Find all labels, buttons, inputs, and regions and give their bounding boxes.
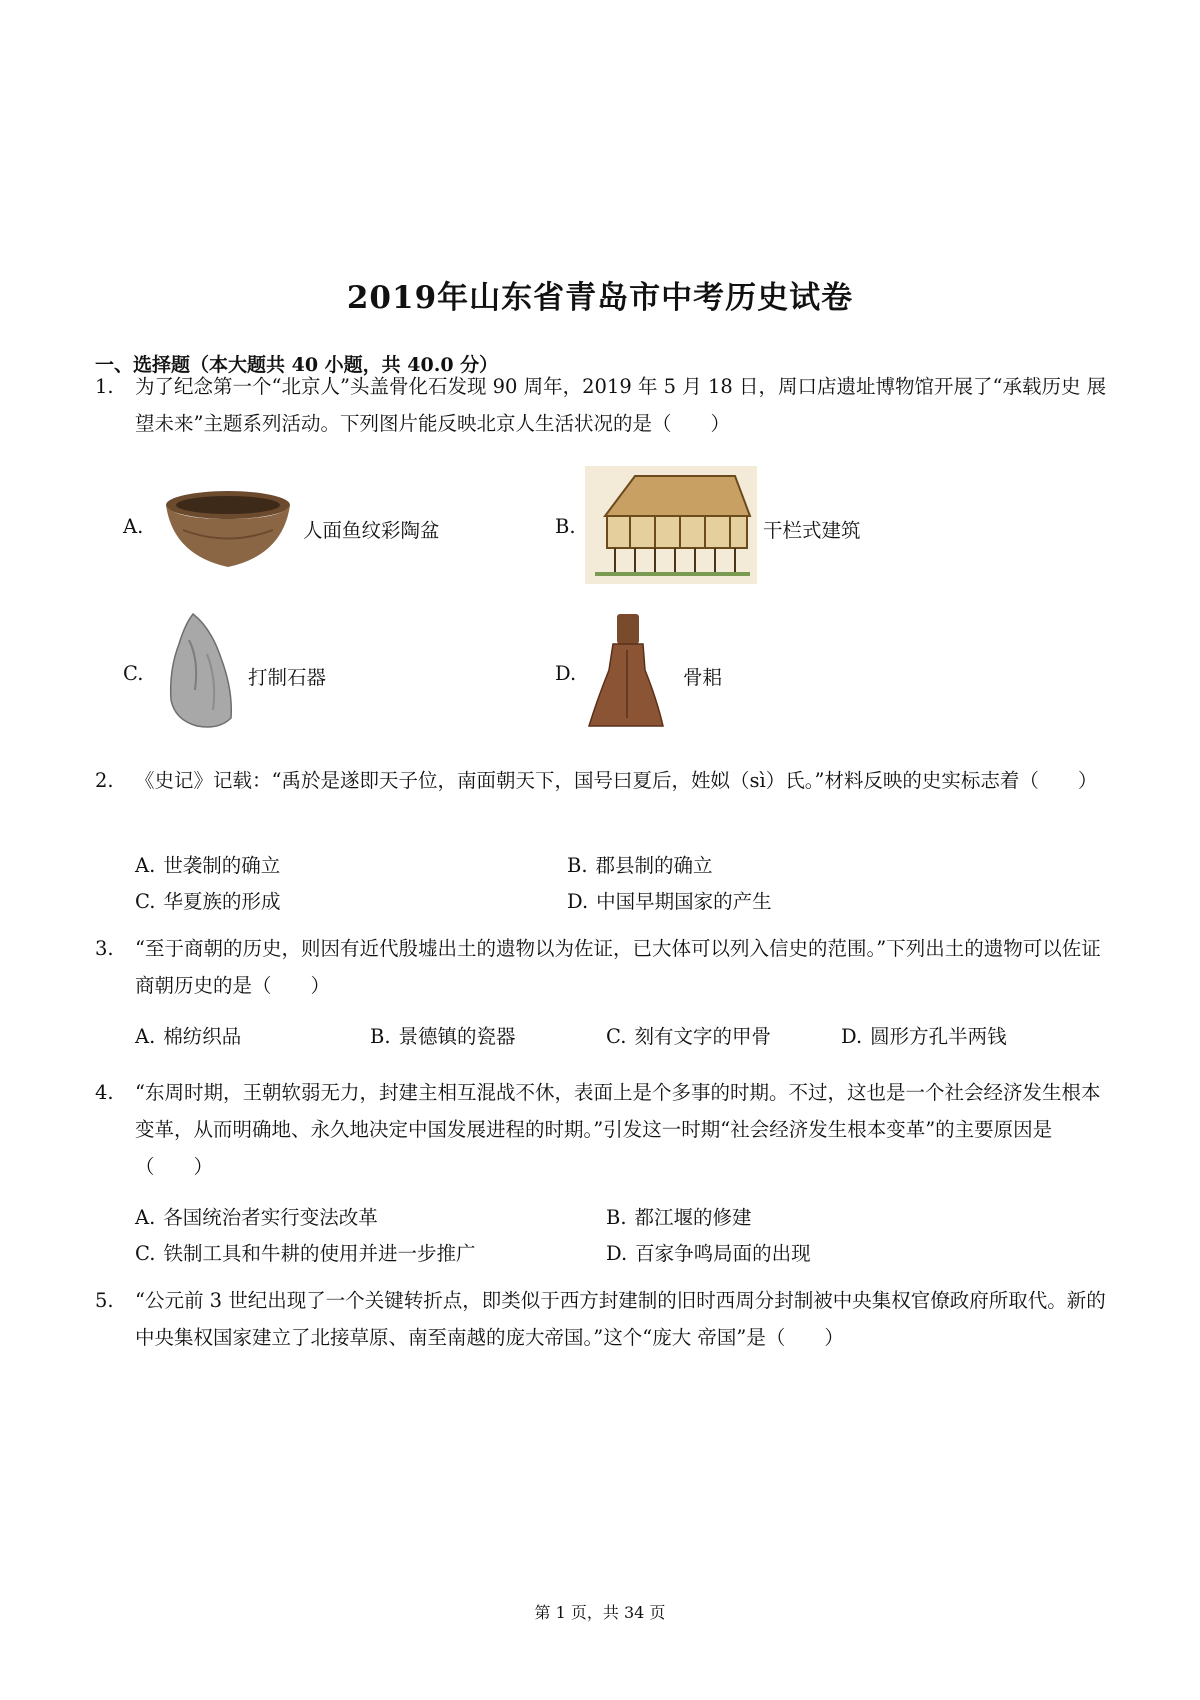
question-stem: 为了纪念第一个“北京人”头盖骨化石发现 90 周年，2019 年 5 月 18 日，周口店遗址博物馆开展了“承载历史 展望未来”主题系列活动。下列图片能反映北京人生活状况的是（ ） <box>135 375 1107 435</box>
option-caption: 人面鱼纹彩陶盆 <box>303 519 440 542</box>
question-stem: “公元前 3 世纪出现了一个关键转折点，即类似于西方封建制的旧时西周分封制被中央集权官僚政府所取代。新的中央集权国家建立了北接草原、南至南越的庞大帝国。”这个“庞大 帝国”是（ ） <box>135 1289 1106 1349</box>
option-letter: D. <box>567 890 589 913</box>
option-text: 各国统治者实行变法改革 <box>163 1206 378 1229</box>
option-text: 棉纺织品 <box>163 1025 242 1048</box>
option-letter: A. <box>123 515 144 538</box>
question-number: 3. <box>95 937 114 960</box>
option-4c <box>135 1240 475 1268</box>
question-number: 5. <box>95 1289 114 1312</box>
question-2 <box>95 762 1115 799</box>
option-letter: B. <box>555 515 576 538</box>
option-text: 郡县制的确立 <box>595 854 713 877</box>
option-caption: 干栏式建筑 <box>763 519 861 542</box>
question-3 <box>95 930 1115 1004</box>
pottery-basin-icon <box>163 475 293 575</box>
option-4d <box>606 1240 811 1268</box>
option-text: 都江堰的修建 <box>634 1206 752 1229</box>
question-number: 4. <box>95 1081 114 1104</box>
option-letter: C. <box>123 662 144 685</box>
question-number: 1. <box>95 375 114 398</box>
question-stem: “东周时期，王朝软弱无力，封建主相互混战不休，表面上是个多事的时期。不过，这也是一个社会经济发生根本变革，从而明确地、永久地决定中国发展进程的时期。”引发这一时期“社会经济发生根本变革”的主要原因是（ ） <box>135 1081 1101 1178</box>
option-letter: A. <box>135 1206 156 1229</box>
option-letter: A. <box>135 854 156 877</box>
question-number: 2. <box>95 769 114 792</box>
option-caption: 打制石器 <box>248 666 327 689</box>
question-1 <box>95 368 1115 442</box>
option-2c <box>135 888 280 916</box>
option-letter: A. <box>135 1025 156 1048</box>
question-stem: 《史记》记载：“禹於是遂即天子位，南面朝天下，国号曰夏后，姓姒（sì）氏。”材料反映的史实标志着（ ） <box>135 769 1098 792</box>
option-text: 华夏族的形成 <box>163 890 281 913</box>
question-4 <box>95 1074 1115 1185</box>
option-3c <box>606 1023 771 1051</box>
option-2a <box>135 852 280 880</box>
option-text: 中国早期国家的产生 <box>596 890 772 913</box>
option-letter: B. <box>370 1025 391 1048</box>
option-text: 景德镇的瓷器 <box>398 1025 516 1048</box>
stilt-house-icon <box>585 466 757 584</box>
option-letter: C. <box>606 1025 627 1048</box>
option-text: 百家争鸣局面的出现 <box>635 1242 811 1265</box>
option-letter: D. <box>841 1025 863 1048</box>
option-2b <box>567 852 713 880</box>
page-title: 2019年山东省青岛市中考历史试卷 <box>346 280 854 316</box>
question-stem: “至于商朝的历史，则因有近代殷墟出土的遗物以为佐证，已大体可以列入信史的范围。”下列出土的遗物可以佐证商朝历史的是（ ） <box>135 937 1101 997</box>
option-4a <box>135 1204 378 1232</box>
option-3b <box>370 1023 516 1051</box>
option-letter: D. <box>555 662 577 685</box>
option-caption: 骨耜 <box>683 666 723 689</box>
option-text: 铁制工具和牛耕的使用并进一步推广 <box>163 1242 476 1265</box>
question-5 <box>95 1282 1115 1356</box>
bone-spade-icon <box>585 610 665 732</box>
option-3a <box>135 1023 241 1051</box>
option-4b <box>606 1204 752 1232</box>
option-letter: B. <box>606 1206 627 1229</box>
page-footer: 第 1 页，共 34 页 <box>534 1603 666 1622</box>
option-letter: C. <box>135 890 156 913</box>
option-text: 世袭制的确立 <box>163 854 281 877</box>
option-letter: D. <box>606 1242 628 1265</box>
option-letter: C. <box>135 1242 156 1265</box>
stone-tool-icon <box>159 610 247 732</box>
option-letter: B. <box>567 854 588 877</box>
option-text: 圆形方孔半两钱 <box>870 1025 1007 1048</box>
option-2d <box>567 888 772 916</box>
option-text: 刻有文字的甲骨 <box>634 1025 771 1048</box>
section-heading: 一、选择题（本大题共 40 小题，共 40.0 分） <box>95 354 499 376</box>
option-3d <box>841 1023 1007 1051</box>
